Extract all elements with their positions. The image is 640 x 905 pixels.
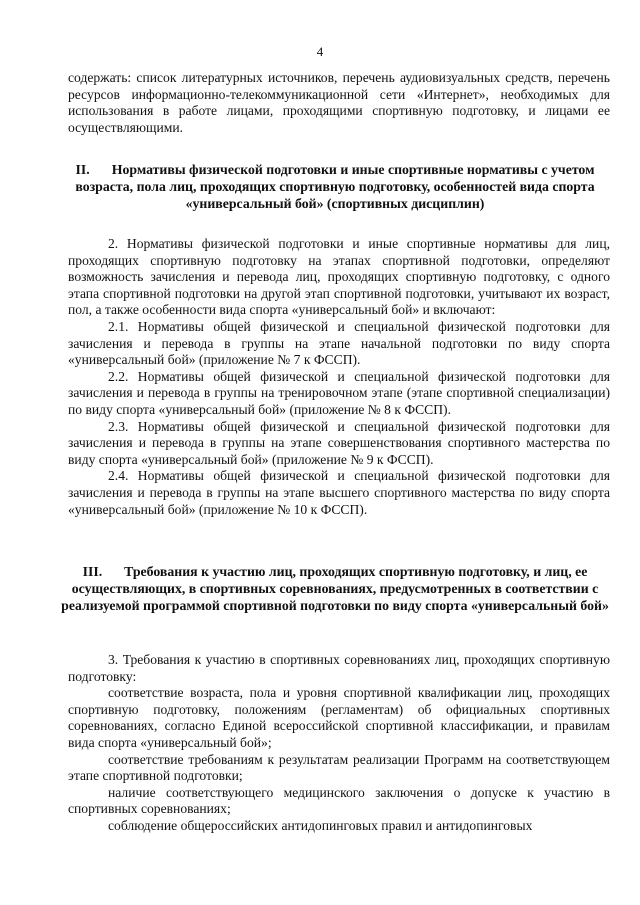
requirement-age-sex-qualification: соответствие возраста, пола и уровня спортивной квалификации лиц, проходящих спортивную подготовку, положениям (регламентам) об официальных спортивных соревнованиях, согласно Единой всероссийской спортивной классификации, и правилам вида спорта «универсальный бой»;	[68, 685, 610, 750]
intro-paragraph: содержать: список литературных источников, перечень аудиовизуальных средств, перечень ресурсов информационно-телекоммуникационной сети «Интернет», необходимых для использования в работе лицами, проходящими спортивную подготовку, и лицами ее осуществляющими.	[68, 70, 610, 135]
section-2-number: II.	[75, 162, 90, 177]
page-number: 4	[316, 44, 324, 59]
requirement-antidoping: соблюдение общероссийских антидопинговых правил и антидопинговых	[108, 817, 533, 833]
section-3-title: Требования к участию лиц, проходящих спортивную подготовку, и лиц, ее осуществляющих, в спортивных соревнованиях, предусмотренных в соответствии с реализуемой программой спортивной подготовки по виду спорта «универсальный бой»	[61, 564, 609, 613]
intro-block	[68, 70, 610, 136]
paragraph-2: 2. Нормативы физической подготовки и иные спортивные нормативы для лиц, проходящих спортивную подготовку на этапах спортивной подготовки, определяют возможность зачисления и перевода лиц, проходящих спортивную подготовку, с одного этапа спортивной подготовки на другой этап спортивной подготовки, учитывают их возраст, пол, а также особенности вида спорта «универсальный бой» и включают:	[68, 236, 610, 318]
paragraph-2-2: 2.2. Нормативы общей физической и специальной физической подготовки для зачисления и перевода в группы на тренировочном этапе (этапе спортивной специализации) по виду спорта «универсальный бой» (приложение № 8 к ФССП).	[68, 368, 610, 417]
section-3-heading	[60, 564, 610, 614]
paragraph-2-1: 2.1. Нормативы общей физической и специальной физической подготовки для зачисления и перевода в группы на этапе начальной подготовки по виду спорта «универсальный бой» (приложение № 7 к ФССП).	[68, 318, 610, 368]
requirement-program-results: соответствие требованиям к результатам реализации Программ на соответствующем этапе спортивной подготовки;	[68, 751, 610, 784]
section-3-body	[68, 652, 610, 835]
section-2-body	[68, 236, 610, 518]
section-2-title: Нормативы физической подготовки и иные спортивные нормативы с учетом возраста, пола лиц, проходящих спортивную подготовку, особенностей вида спорта «универсальный бой» (спортивных дисциплин)	[75, 162, 595, 211]
section-3-number: III.	[82, 564, 103, 579]
paragraph-3: 3. Требования к участию в спортивных соревнованиях лиц, проходящих спортивную подготовку:	[68, 652, 610, 684]
requirement-medical-certificate: наличие соответствующего медицинского заключения о допуске к участию в спортивных соревнованиях;	[68, 784, 610, 817]
section-2-heading	[60, 162, 610, 212]
paragraph-2-3: 2.3. Нормативы общей физической и специальной физической подготовки для зачисления и перевода в группы на этапе совершенствования спортивного мастерства по виду спорта «универсальный бой» (приложение № 9 к ФССП).	[68, 418, 610, 467]
paragraph-2-4: 2.4. Нормативы общей физической и специальной физической подготовки для зачисления и перевода в группы на этапе высшего спортивного мастерства по виду спорта «универсальный бой» (приложение № 10 к ФССП).	[68, 468, 610, 517]
